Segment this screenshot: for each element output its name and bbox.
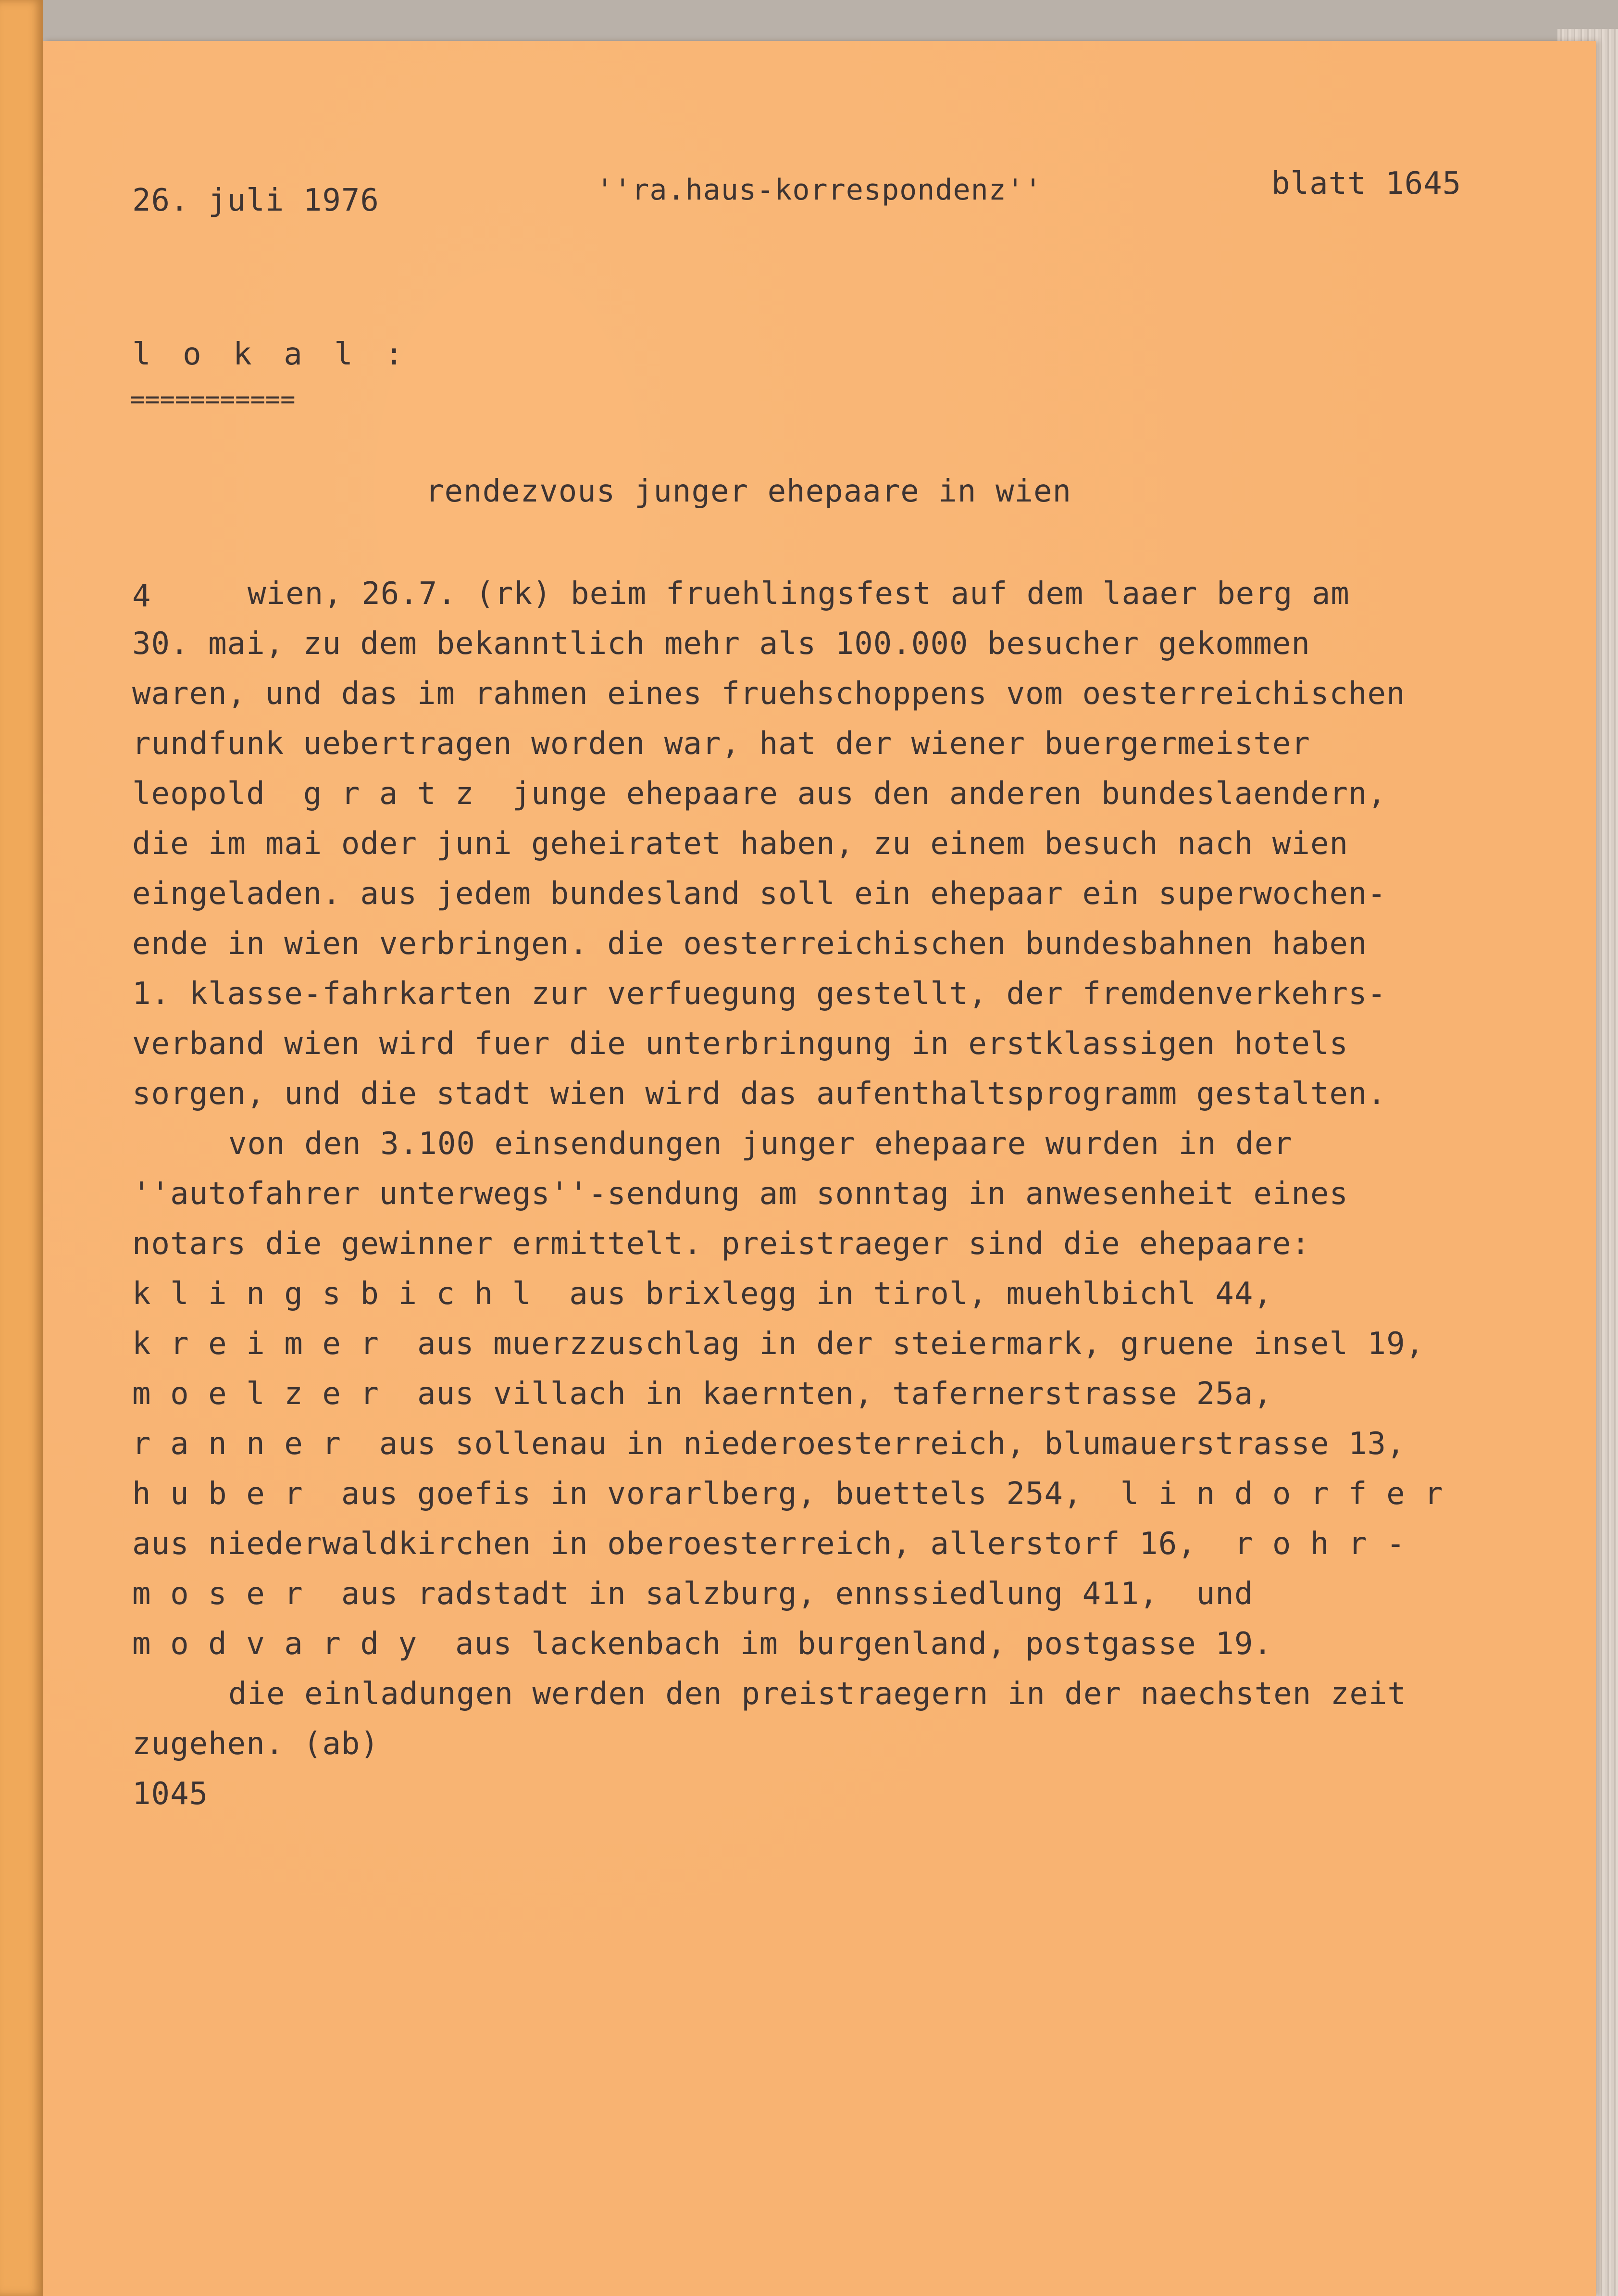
body-line-2: 30. mai, zu dem bekanntlich mehr als 100.000 besucher gekommen bbox=[132, 626, 1310, 662]
body-line-25: 1045 bbox=[132, 1776, 209, 1812]
body-line-11: sorgen, und die stadt wien wird das aufenthaltsprogramm gestalten. bbox=[132, 1076, 1387, 1112]
body-line-17: m o e l z e r aus villach in kaernten, tafernerstrasse 25a, bbox=[132, 1376, 1272, 1412]
body-line-1: wien, 26.7. (rk) beim fruehlingsfest auf dem laaer berg am bbox=[248, 576, 1350, 612]
body-line-18: r a n n e r aus sollenau in niederoesterreich, blumauerstrasse 13, bbox=[132, 1426, 1406, 1462]
body-line-15: k l i n g s b i c h l aus brixlegg in tirol, muehlbichl 44, bbox=[132, 1276, 1272, 1312]
body-line-19: h u b e r aus goefis in vorarlberg, buettels 254, l i n d o r f e r bbox=[132, 1476, 1444, 1512]
body-line-24: zugehen. (ab) bbox=[132, 1726, 379, 1762]
body-line-9: 1. klasse-fahrkarten zur verfuegung gestellt, der fremdenverkehrs- bbox=[132, 976, 1387, 1012]
body-line-6: die im mai oder juni geheiratet haben, zu einem besuch nach wien bbox=[132, 826, 1348, 862]
header-date: 26. juli 1976 bbox=[132, 183, 379, 218]
body-line-7: eingeladen. aus jedem bundesland soll ein ehepaar ein superwochen- bbox=[132, 876, 1387, 912]
header-publication: ''ra.haus-korrespondenz'' bbox=[596, 173, 1043, 207]
body-line-16: k r e i m e r aus muerzzuschlag in der steiermark, gruene insel 19, bbox=[132, 1326, 1425, 1362]
article-headline: rendezvous junger ehepaare in wien bbox=[425, 474, 1072, 509]
body-line-8: ende in wien verbringen. die oesterreichischen bundesbahnen haben bbox=[132, 926, 1368, 962]
previous-page-edge bbox=[0, 0, 43, 2296]
body-line-10: verband wien wird fuer die unterbringung in erstklassigen hotels bbox=[132, 1026, 1348, 1062]
body-line-14: notars die gewinner ermittelt. preistraeger sind die ehepaare: bbox=[132, 1226, 1310, 1262]
body-line-22: m o d v a r d y aus lackenbach im burgenland, postgasse 19. bbox=[132, 1626, 1272, 1662]
body-line-12: von den 3.100 einsendungen junger ehepaare wurden in der bbox=[228, 1126, 1293, 1162]
section-underline: =========== bbox=[130, 385, 296, 414]
body-line-4: rundfunk uebertragen worden war, hat der wiener buergermeister bbox=[132, 726, 1310, 762]
document-sheet bbox=[43, 41, 1596, 2296]
body-line-20: aus niederwaldkirchen in oberoesterreich, allerstorf 16, r o h r - bbox=[132, 1526, 1406, 1562]
section-label: l o k a l : bbox=[132, 337, 410, 372]
article-number: 4 bbox=[132, 578, 151, 614]
header-sheet-number: blatt 1645 bbox=[1271, 166, 1462, 201]
body-line-21: m o s e r aus radstadt in salzburg, ennssiedlung 411, und bbox=[132, 1576, 1254, 1612]
body-line-23: die einladungen werden den preistraegern in der naechsten zeit bbox=[228, 1676, 1406, 1712]
body-line-5: leopold g r a t z junge ehepaare aus den anderen bundeslaendern, bbox=[132, 776, 1387, 812]
body-line-3: waren, und das im rahmen eines fruehschoppens vom oesterreichischen bbox=[132, 676, 1406, 712]
body-line-13: ''autofahrer unterwegs''-sendung am sonntag in anwesenheit eines bbox=[132, 1176, 1348, 1212]
